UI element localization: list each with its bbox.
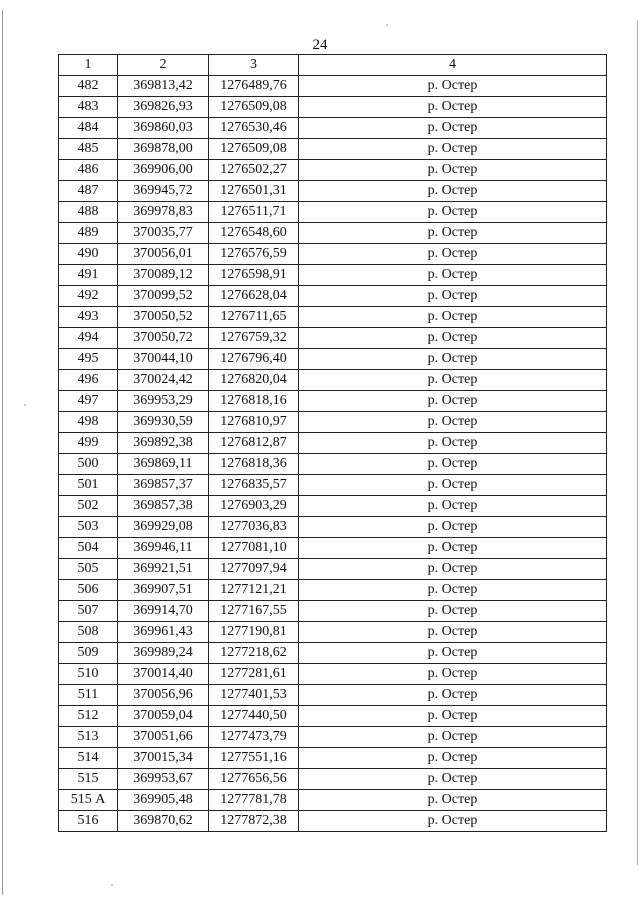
point-number-cell: 496 [59, 370, 118, 391]
description-cell: р. Остер [299, 811, 607, 832]
table-row [59, 223, 607, 244]
point-number-cell: 503 [59, 517, 118, 538]
y-coordinate-cell: 1276818,36 [209, 454, 299, 475]
description-cell: р. Остер [299, 307, 607, 328]
description-cell: р. Остер [299, 265, 607, 286]
table-row [59, 97, 607, 118]
table-row [59, 727, 607, 748]
x-coordinate-cell: 369914,70 [118, 601, 209, 622]
y-coordinate-cell: 1276509,08 [209, 139, 299, 160]
table-row [59, 496, 607, 517]
x-coordinate-cell: 370059,04 [118, 706, 209, 727]
x-coordinate-cell: 369961,43 [118, 622, 209, 643]
x-coordinate-cell: 369946,11 [118, 538, 209, 559]
y-coordinate-cell: 1277440,50 [209, 706, 299, 727]
description-cell: р. Остер [299, 328, 607, 349]
point-number-cell: 515 А [59, 790, 118, 811]
y-coordinate-cell: 1276628,04 [209, 286, 299, 307]
table-body [59, 76, 607, 832]
point-number-cell: 500 [59, 454, 118, 475]
x-coordinate-cell: 370056,96 [118, 685, 209, 706]
table-row [59, 370, 607, 391]
y-coordinate-cell: 1276796,40 [209, 349, 299, 370]
point-number-cell: 513 [59, 727, 118, 748]
x-coordinate-cell: 370050,52 [118, 307, 209, 328]
description-cell: р. Остер [299, 433, 607, 454]
table-row [59, 748, 607, 769]
coordinates-table [58, 54, 607, 832]
x-coordinate-cell: 369930,59 [118, 412, 209, 433]
table-row [59, 307, 607, 328]
table-row [59, 580, 607, 601]
point-number-cell: 515 [59, 769, 118, 790]
description-cell: р. Остер [299, 790, 607, 811]
y-coordinate-cell: 1277036,83 [209, 517, 299, 538]
description-cell: р. Остер [299, 76, 607, 97]
table-row [59, 349, 607, 370]
table-row [59, 601, 607, 622]
x-coordinate-cell: 369921,51 [118, 559, 209, 580]
description-cell: р. Остер [299, 664, 607, 685]
y-coordinate-cell: 1276489,76 [209, 76, 299, 97]
point-number-cell: 490 [59, 244, 118, 265]
x-coordinate-cell: 369870,62 [118, 811, 209, 832]
table-row [59, 643, 607, 664]
point-number-cell: 511 [59, 685, 118, 706]
y-coordinate-cell: 1277872,38 [209, 811, 299, 832]
x-coordinate-cell: 369813,42 [118, 76, 209, 97]
y-coordinate-cell: 1277656,56 [209, 769, 299, 790]
x-coordinate-cell: 369929,08 [118, 517, 209, 538]
y-coordinate-cell: 1276820,04 [209, 370, 299, 391]
point-number-cell: 485 [59, 139, 118, 160]
point-number-cell: 491 [59, 265, 118, 286]
description-cell: р. Остер [299, 454, 607, 475]
y-coordinate-cell: 1276835,57 [209, 475, 299, 496]
description-cell: р. Остер [299, 412, 607, 433]
y-coordinate-cell: 1276759,32 [209, 328, 299, 349]
x-coordinate-cell: 370014,40 [118, 664, 209, 685]
description-cell: р. Остер [299, 643, 607, 664]
x-coordinate-cell: 369978,83 [118, 202, 209, 223]
table-row [59, 160, 607, 181]
table-header-row [59, 55, 607, 76]
table-row [59, 202, 607, 223]
point-number-cell: 495 [59, 349, 118, 370]
point-number-cell: 499 [59, 433, 118, 454]
point-number-cell: 506 [59, 580, 118, 601]
x-coordinate-cell: 369989,24 [118, 643, 209, 664]
table-row [59, 391, 607, 412]
y-coordinate-cell: 1276711,65 [209, 307, 299, 328]
table-row [59, 622, 607, 643]
table-row [59, 685, 607, 706]
description-cell: р. Остер [299, 538, 607, 559]
x-coordinate-cell: 370015,34 [118, 748, 209, 769]
page-edge-left [2, 10, 3, 895]
point-number-cell: 484 [59, 118, 118, 139]
table-row [59, 706, 607, 727]
scan-speck [386, 24, 388, 26]
y-coordinate-cell: 1277081,10 [209, 538, 299, 559]
x-coordinate-cell: 369907,51 [118, 580, 209, 601]
point-number-cell: 507 [59, 601, 118, 622]
column-header-1: 1 [59, 55, 118, 76]
table-row [59, 244, 607, 265]
table-row [59, 475, 607, 496]
page-number: 24 [312, 37, 328, 53]
table-row [59, 76, 607, 97]
description-cell: р. Остер [299, 286, 607, 307]
table-row [59, 433, 607, 454]
scan-speck [111, 884, 113, 886]
y-coordinate-cell: 1276509,08 [209, 97, 299, 118]
description-cell: р. Остер [299, 706, 607, 727]
x-coordinate-cell: 369860,03 [118, 118, 209, 139]
point-number-cell: 486 [59, 160, 118, 181]
point-number-cell: 497 [59, 391, 118, 412]
point-number-cell: 482 [59, 76, 118, 97]
x-coordinate-cell: 370099,52 [118, 286, 209, 307]
y-coordinate-cell: 1276903,29 [209, 496, 299, 517]
y-coordinate-cell: 1276501,31 [209, 181, 299, 202]
table-row [59, 286, 607, 307]
point-number-cell: 492 [59, 286, 118, 307]
column-header-3: 3 [209, 55, 299, 76]
table-row [59, 811, 607, 832]
point-number-cell: 510 [59, 664, 118, 685]
description-cell: р. Остер [299, 622, 607, 643]
x-coordinate-cell: 370050,72 [118, 328, 209, 349]
description-cell: р. Остер [299, 601, 607, 622]
description-cell: р. Остер [299, 685, 607, 706]
x-coordinate-cell: 369869,11 [118, 454, 209, 475]
y-coordinate-cell: 1276548,60 [209, 223, 299, 244]
point-number-cell: 502 [59, 496, 118, 517]
y-coordinate-cell: 1277401,53 [209, 685, 299, 706]
table-row [59, 790, 607, 811]
description-cell: р. Остер [299, 370, 607, 391]
table-row [59, 139, 607, 160]
description-cell: р. Остер [299, 727, 607, 748]
point-number-cell: 493 [59, 307, 118, 328]
y-coordinate-cell: 1277281,61 [209, 664, 299, 685]
y-coordinate-cell: 1277190,81 [209, 622, 299, 643]
x-coordinate-cell: 369878,00 [118, 139, 209, 160]
y-coordinate-cell: 1277551,16 [209, 748, 299, 769]
table-row [59, 664, 607, 685]
y-coordinate-cell: 1277781,78 [209, 790, 299, 811]
description-cell: р. Остер [299, 181, 607, 202]
table-row [59, 454, 607, 475]
point-number-cell: 489 [59, 223, 118, 244]
y-coordinate-cell: 1276812,87 [209, 433, 299, 454]
x-coordinate-cell: 369953,29 [118, 391, 209, 412]
y-coordinate-cell: 1277121,21 [209, 580, 299, 601]
y-coordinate-cell: 1276598,91 [209, 265, 299, 286]
point-number-cell: 501 [59, 475, 118, 496]
point-number-cell: 505 [59, 559, 118, 580]
point-number-cell: 514 [59, 748, 118, 769]
y-coordinate-cell: 1276502,27 [209, 160, 299, 181]
x-coordinate-cell: 369953,67 [118, 769, 209, 790]
description-cell: р. Остер [299, 475, 607, 496]
description-cell: р. Остер [299, 748, 607, 769]
description-cell: р. Остер [299, 496, 607, 517]
table-row [59, 328, 607, 349]
y-coordinate-cell: 1276511,71 [209, 202, 299, 223]
table-row [59, 538, 607, 559]
description-cell: р. Остер [299, 202, 607, 223]
x-coordinate-cell: 369892,38 [118, 433, 209, 454]
point-number-cell: 508 [59, 622, 118, 643]
x-coordinate-cell: 369906,00 [118, 160, 209, 181]
y-coordinate-cell: 1277473,79 [209, 727, 299, 748]
y-coordinate-cell: 1276530,46 [209, 118, 299, 139]
description-cell: р. Остер [299, 580, 607, 601]
x-coordinate-cell: 369857,37 [118, 475, 209, 496]
x-coordinate-cell: 369857,38 [118, 496, 209, 517]
page-edge-right [637, 20, 638, 865]
description-cell: р. Остер [299, 391, 607, 412]
x-coordinate-cell: 370089,12 [118, 265, 209, 286]
y-coordinate-cell: 1277097,94 [209, 559, 299, 580]
x-coordinate-cell: 370024,42 [118, 370, 209, 391]
point-number-cell: 504 [59, 538, 118, 559]
x-coordinate-cell: 370056,01 [118, 244, 209, 265]
description-cell: р. Остер [299, 139, 607, 160]
table-row [59, 559, 607, 580]
description-cell: р. Остер [299, 517, 607, 538]
description-cell: р. Остер [299, 160, 607, 181]
description-cell: р. Остер [299, 223, 607, 244]
x-coordinate-cell: 370044,10 [118, 349, 209, 370]
column-header-4: 4 [299, 55, 607, 76]
point-number-cell: 512 [59, 706, 118, 727]
description-cell: р. Остер [299, 349, 607, 370]
x-coordinate-cell: 369945,72 [118, 181, 209, 202]
y-coordinate-cell: 1277218,62 [209, 643, 299, 664]
y-coordinate-cell: 1277167,55 [209, 601, 299, 622]
table-row [59, 769, 607, 790]
y-coordinate-cell: 1276810,97 [209, 412, 299, 433]
x-coordinate-cell: 369826,93 [118, 97, 209, 118]
table-row [59, 412, 607, 433]
column-header-2: 2 [118, 55, 209, 76]
table-row [59, 517, 607, 538]
x-coordinate-cell: 369905,48 [118, 790, 209, 811]
y-coordinate-cell: 1276818,16 [209, 391, 299, 412]
point-number-cell: 516 [59, 811, 118, 832]
description-cell: р. Остер [299, 244, 607, 265]
table-row [59, 118, 607, 139]
description-cell: р. Остер [299, 769, 607, 790]
description-cell: р. Остер [299, 559, 607, 580]
table-row [59, 265, 607, 286]
scan-speck [24, 404, 26, 406]
x-coordinate-cell: 370035,77 [118, 223, 209, 244]
point-number-cell: 487 [59, 181, 118, 202]
point-number-cell: 498 [59, 412, 118, 433]
point-number-cell: 488 [59, 202, 118, 223]
point-number-cell: 494 [59, 328, 118, 349]
y-coordinate-cell: 1276576,59 [209, 244, 299, 265]
point-number-cell: 509 [59, 643, 118, 664]
description-cell: р. Остер [299, 97, 607, 118]
point-number-cell: 483 [59, 97, 118, 118]
x-coordinate-cell: 370051,66 [118, 727, 209, 748]
table-row [59, 181, 607, 202]
description-cell: р. Остер [299, 118, 607, 139]
